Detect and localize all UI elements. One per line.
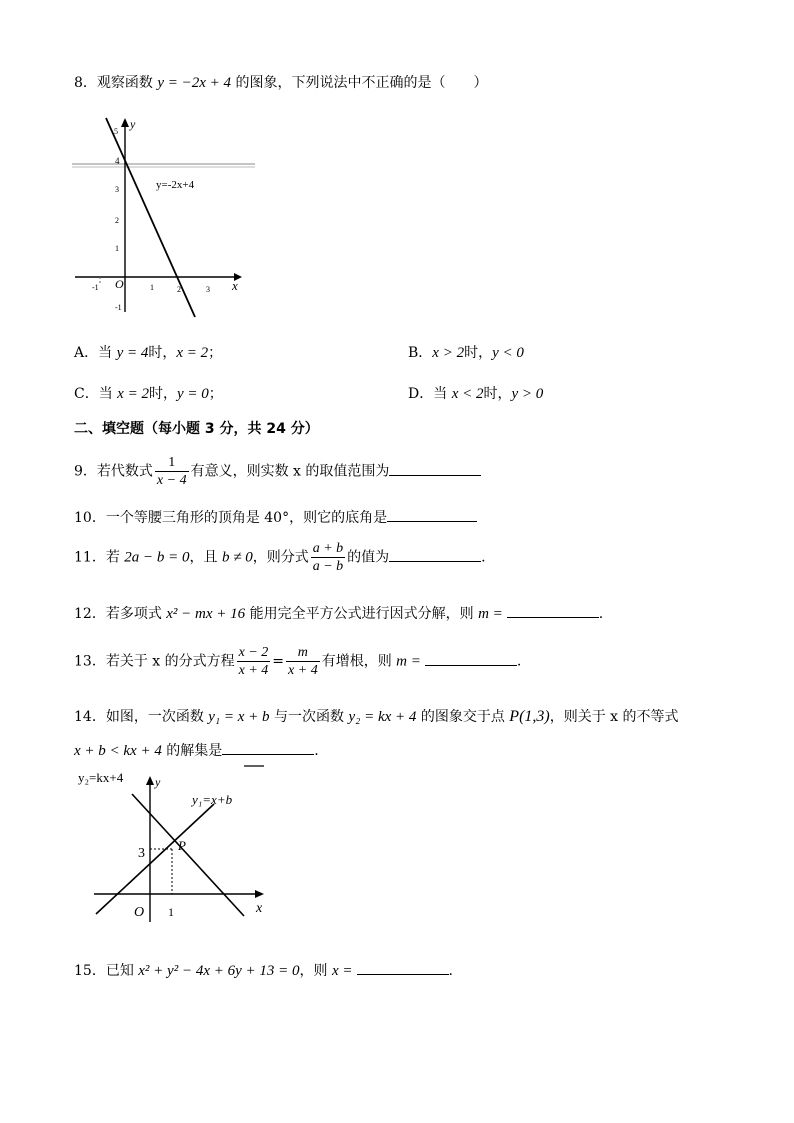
answer-blank[interactable] bbox=[357, 960, 449, 975]
q8-tick-label: 4 bbox=[115, 156, 120, 166]
q14-label-y1: y₁=x+b bbox=[192, 792, 233, 807]
q14-line-y2 bbox=[132, 794, 244, 916]
q14-label-3: 3 bbox=[138, 846, 145, 861]
q8-tick-label: 5 bbox=[114, 127, 118, 136]
arrow-icon bbox=[146, 776, 154, 785]
q11-fraction: $\frac{a + b}{a - b}$ bbox=[312, 541, 344, 574]
q8-x-label: x bbox=[232, 278, 238, 293]
q13-fraction-right: $\frac{m}{x + 4}$ bbox=[288, 645, 318, 678]
q9-fraction: $\frac{1}{x - 4}$ bbox=[156, 455, 187, 488]
section-heading: 二、填空题（每小题 3 分，共 24 分） bbox=[74, 421, 319, 437]
q14-line1: 14．如图，一次函数 y₁ = x + b 与一次函数 y₂ = kx + 4 的图象交于点 P(1,3)，则关于 x 的不等式 bbox=[74, 708, 679, 725]
answer-blank[interactable] bbox=[389, 461, 481, 476]
q8-option-d[interactable]: D．当 x < 2时，y > 0 bbox=[408, 386, 544, 402]
q14-line-y1 bbox=[96, 804, 214, 914]
q11: 11．若 2a − b = 0，且 b ≠ 0，则分式 $\frac{a + b}{a - b}$ 的值为 . bbox=[74, 541, 486, 574]
q8-option-c[interactable]: C．当 x = 2时，y = 0； bbox=[74, 386, 223, 402]
answer-blank[interactable] bbox=[389, 547, 481, 562]
q8-tick-label: 3 bbox=[115, 185, 119, 194]
q8-option-b[interactable]: B．x > 2时，y < 0 bbox=[408, 345, 524, 361]
q8-tick-label: -1 bbox=[92, 283, 99, 292]
q8-origin-label: O bbox=[115, 277, 124, 291]
q8-tick-label: 2 bbox=[115, 216, 119, 225]
answer-blank[interactable] bbox=[222, 740, 314, 755]
answer-blank[interactable] bbox=[387, 507, 477, 522]
q14-line2: x + b < kx + 4 的解集是 . bbox=[74, 740, 319, 760]
q10: 10．一个等腰三角形的顶角是 40°，则它的底角是 bbox=[74, 507, 477, 527]
answer-blank[interactable] bbox=[425, 651, 517, 666]
q14-graph bbox=[74, 764, 294, 929]
arrow-icon bbox=[255, 890, 264, 898]
q13: 13．若关于 x 的分式方程 $\frac{x - 2}{x + 4}$ = $\frac{m}{x + 4}$ 有增根，则 m = . bbox=[74, 645, 522, 678]
answer-blank[interactable] bbox=[507, 603, 599, 618]
q14-label-1: 1 bbox=[168, 905, 174, 919]
q8-graph bbox=[70, 112, 260, 322]
q8-tick-label: 1 bbox=[115, 244, 119, 253]
q14-label-x: x bbox=[256, 901, 263, 916]
q15: 15．已知 x² + y² − 4x + 6y + 13 = 0，则 x = . bbox=[74, 960, 453, 980]
q14-label-o: O bbox=[134, 905, 145, 920]
q9: 9．若代数式 $\frac{1}{x - 4}$ 有意义，则实数 x 的取值范围为 bbox=[74, 454, 481, 489]
q14-label-y: y bbox=[155, 775, 161, 789]
q8-tick-label: -1 bbox=[115, 303, 122, 312]
q13-fraction-left: $\frac{x - 2}{x + 4}$ bbox=[238, 645, 269, 678]
q8-line-label: y=-2x+4 bbox=[156, 179, 195, 191]
q8-tick-label: 3 bbox=[206, 285, 210, 294]
q12: 12．若多项式 x² − mx + 16 能用完全平方公式进行因式分解，则 m = . bbox=[74, 603, 603, 623]
q14-label-y2: y₂=kx+4 bbox=[78, 770, 124, 785]
q8-option-a[interactable]: A．当 y = 4时，x = 2； bbox=[74, 345, 223, 361]
q8-stem: 8．观察函数 y = −2x + 4 的图象，下列说法中不正确的是（ ） bbox=[74, 75, 488, 91]
q8-tick-label: 2 bbox=[177, 285, 181, 294]
q8-tick-label: 1 bbox=[150, 283, 154, 292]
q14-label-p: P bbox=[178, 838, 186, 853]
q8-y-label: y bbox=[130, 117, 136, 131]
